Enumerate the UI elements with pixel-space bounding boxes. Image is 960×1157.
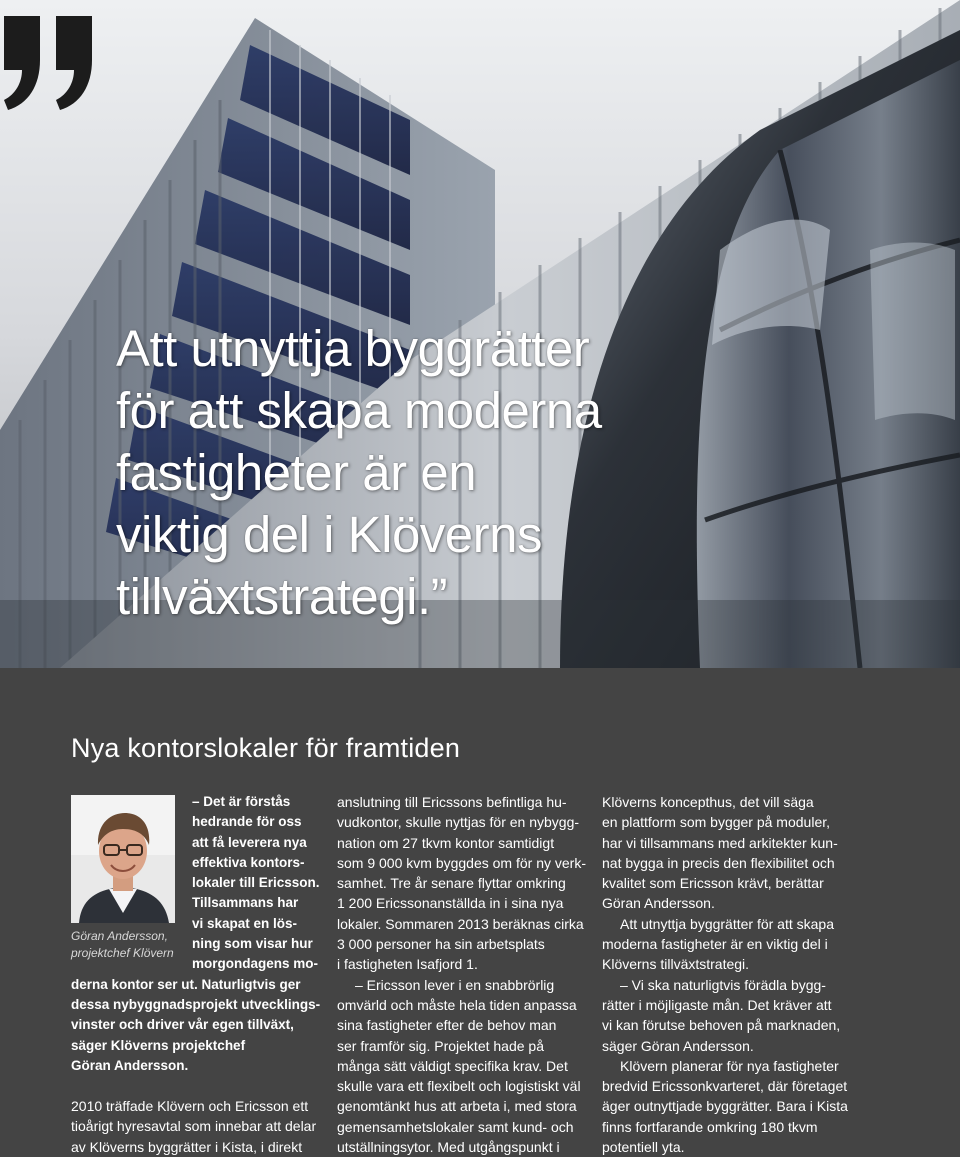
body-line: gemensamhetslokaler samt kund- och [337, 1118, 574, 1135]
lede-line: – Det är förstås [192, 794, 291, 809]
body-line: Klöverns koncepthus, det vill säga [602, 794, 814, 810]
body-line: vudkontor, skulle nyttjas för en nybygg- [337, 814, 580, 831]
body-line: har vi tillsammans med arkitekter kun- [602, 834, 838, 851]
lede-line: vinster och driver vår egen tillväxt, [71, 1017, 294, 1033]
lede-line: derna kontor ser ut. Naturligtvis ger [71, 976, 301, 992]
quote-line: tillväxtstrategi.” [116, 568, 448, 625]
article-column-2 [337, 792, 587, 1157]
body-line: i fastigheten Isafjord 1. [337, 956, 478, 973]
body-line: Att utnyttja byggrätter för att skapa [620, 915, 834, 932]
caption-name: Göran Andersson, [71, 929, 168, 943]
quote-line: Att utnyttja byggrätter [116, 320, 590, 377]
lede-paragraph [71, 792, 323, 1076]
body-line: moderna fastigheter är en viktig del i [602, 936, 828, 953]
body-line: sina fastigheter efter de behov man [337, 1017, 557, 1034]
body-line: nation om 27 tkvm kontor samtidigt [337, 834, 555, 851]
section-title: Nya kontorslokaler för framtiden [71, 733, 461, 763]
quote-line: för att skapa moderna [116, 382, 602, 439]
body-line: omvärld och måste hela tiden anpassa [337, 996, 577, 1013]
lede-line: vi skapat en lös- [192, 915, 298, 931]
body-line: skulle vara ett flexibelt och logistiskt väl [337, 1078, 581, 1095]
body-line: 3 000 personer ha sin arbetsplats [337, 936, 545, 953]
lede-line: ning som visar hur [192, 936, 313, 952]
body-line: bredvid Ericssonkvarteret, där företaget [602, 1078, 848, 1095]
pull-quote [116, 318, 676, 628]
lede-line: säger Klöverns projektchef [71, 1037, 246, 1053]
body-line: samhet. Tre år senare flyttar omkring [337, 875, 566, 892]
body-line: säger Göran Andersson. [602, 1037, 754, 1054]
lede-line: Göran Andersson. [71, 1057, 189, 1073]
body-line: genomtänkt hus att arbeta i, med stora [337, 1098, 577, 1115]
body-line: nat bygga in precis den flexibilitet och [602, 854, 835, 871]
lede-line: lokaler till Ericsson. [192, 875, 320, 891]
body-line: Göran Andersson. [602, 895, 715, 912]
body-line: – Ericsson lever i en snabbrörlig [355, 976, 555, 993]
caption-role: projektchef Klövern [71, 946, 174, 960]
body-line: äger outnyttjade byggrätter. Bara i Kista [602, 1098, 848, 1115]
quote-line: fastigheter är en [116, 444, 477, 501]
quote-line: viktig del i Klöverns [116, 506, 543, 563]
body-line: många sätt väldigt specifika krav. Det [337, 1057, 568, 1074]
body-line: vi kan förutse behoven på marknaden, [602, 1017, 841, 1034]
body-line: potentiell yta. [602, 1139, 685, 1156]
body-line: av Klöverns byggrätter i Kista, i direkt [71, 1138, 303, 1155]
body-line: Klöverns tillväxtstrategi. [602, 956, 750, 973]
body-line: lokaler. Sommaren 2013 beräknas cirka [337, 915, 584, 932]
body-line: kvalitet som Ericsson krävt, berättar [602, 875, 824, 892]
body-line: finns fortfarande omkring 180 tkvm [602, 1118, 818, 1135]
body-line: 2010 träffade Klövern och Ericsson ett [71, 1098, 309, 1114]
lede-line: Tillsammans har [192, 895, 299, 911]
body-paragraph [71, 1096, 323, 1157]
body-line: utställningsytor. Med utgångspunkt i [337, 1139, 560, 1156]
lede-line: hedrande för oss [192, 814, 302, 830]
quote-mark-icon [0, 0, 100, 120]
body-line: – Vi ska naturligtvis förädla bygg- [620, 976, 826, 993]
article-column-3 [602, 792, 854, 1157]
lede-line: att få leverera nya [192, 834, 307, 850]
body-line: tioårigt hyresavtal som innebar att delar [71, 1118, 317, 1135]
lede-line: morgondagens mo- [192, 956, 319, 972]
body-line: Klövern planerar för nya fastigheter [620, 1057, 839, 1074]
lede-line: dessa nybyggnadsprojekt utvecklings- [71, 996, 321, 1012]
body-line: ser framför sig. Projektet hade på [337, 1037, 544, 1054]
body-line: rätter i möjligaste mån. Det kräver att [602, 996, 832, 1013]
body-line: 1 200 Ericssonanställda in i sina nya [337, 895, 564, 912]
body-line: som 9 000 kvm byggdes om för ny verk- [337, 854, 586, 871]
body-line: en plattform som bygger på moduler, [602, 814, 831, 831]
body-line: anslutning till Ericssons befintliga hu- [337, 794, 567, 810]
lede-line: effektiva kontors- [192, 854, 305, 870]
